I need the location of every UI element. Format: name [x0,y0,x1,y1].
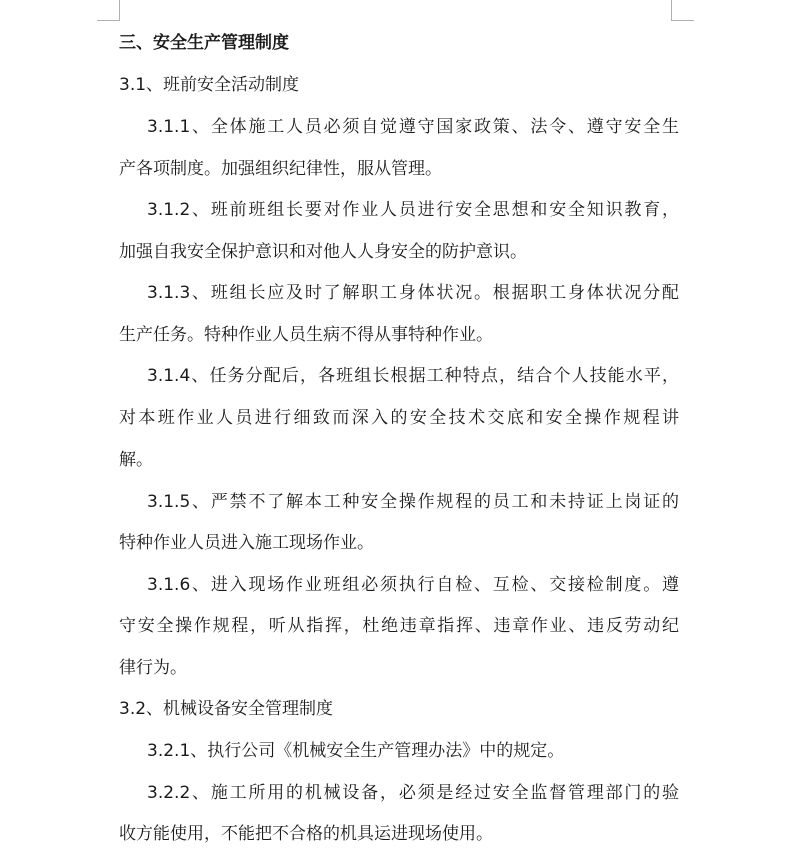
paragraph-3-2-1-line-1: 3.2.1、执行公司《机械安全生产管理办法》中的规定。 [147,741,565,761]
paragraph-3-1-4-line-1: 3.1.4、任务分配后，各班组长根据工种特点，结合个人技能水平， [147,366,679,386]
crop-mark-left-vertical [119,0,120,20]
paragraph-3-1-5-line-2: 特种作业人员进入施工现场作业。 [119,533,374,553]
paragraph-3-1-3-line-1: 3.1.3、班组长应及时了解职工身体状况。根据职工身体状况分配 [147,283,679,303]
crop-mark-left-horizontal [97,20,120,21]
paragraph-3-1-4-line-3: 解。 [119,450,153,470]
paragraph-3-2-2-line-1: 3.2.2、施工所用的机械设备，必须是经过安全监督管理部门的验 [147,783,679,803]
paragraph-3-1-6-line-2: 守安全操作规程，听从指挥，杜绝违章指挥、违章作业、违反劳动纪 [119,616,679,636]
paragraph-3-1-2-line-2: 加强自我安全保护意识和对他人人身安全的防护意识。 [119,242,527,262]
subsection-title-3-1: 3.1、班前安全活动制度 [119,75,300,95]
subsection-title-3-2: 3.2、机械设备安全管理制度 [119,699,334,719]
crop-mark-right-vertical [671,0,672,20]
paragraph-3-1-1-line-1: 3.1.1、全体施工人员必须自觉遵守国家政策、法令、遵守安全生 [147,117,679,137]
paragraph-3-1-5-line-1: 3.1.5、严禁不了解本工种安全操作规程的员工和未持证上岗证的 [147,492,679,512]
paragraph-3-2-2-line-2: 收方能使用，不能把不合格的机具运进现场使用。 [119,824,493,844]
paragraph-3-1-6-line-1: 3.1.6、进入现场作业班组必须执行自检、互检、交接检制度。遵 [147,575,679,595]
paragraph-3-1-6-line-3: 律行为。 [119,658,187,678]
paragraph-3-1-3-line-2: 生产任务。特种作业人员生病不得从事特种作业。 [119,325,493,345]
section-heading: 三、安全生产管理制度 [119,33,289,53]
paragraph-3-1-4-line-2: 对本班作业人员进行细致而深入的安全技术交底和安全操作规程讲 [119,408,679,428]
crop-mark-right-horizontal [671,20,694,21]
paragraph-3-1-1-line-2: 产各项制度。加强组织纪律性，服从管理。 [119,159,442,179]
paragraph-3-1-2-line-1: 3.1.2、班前班组长要对作业人员进行安全思想和安全知识教育， [147,200,679,220]
